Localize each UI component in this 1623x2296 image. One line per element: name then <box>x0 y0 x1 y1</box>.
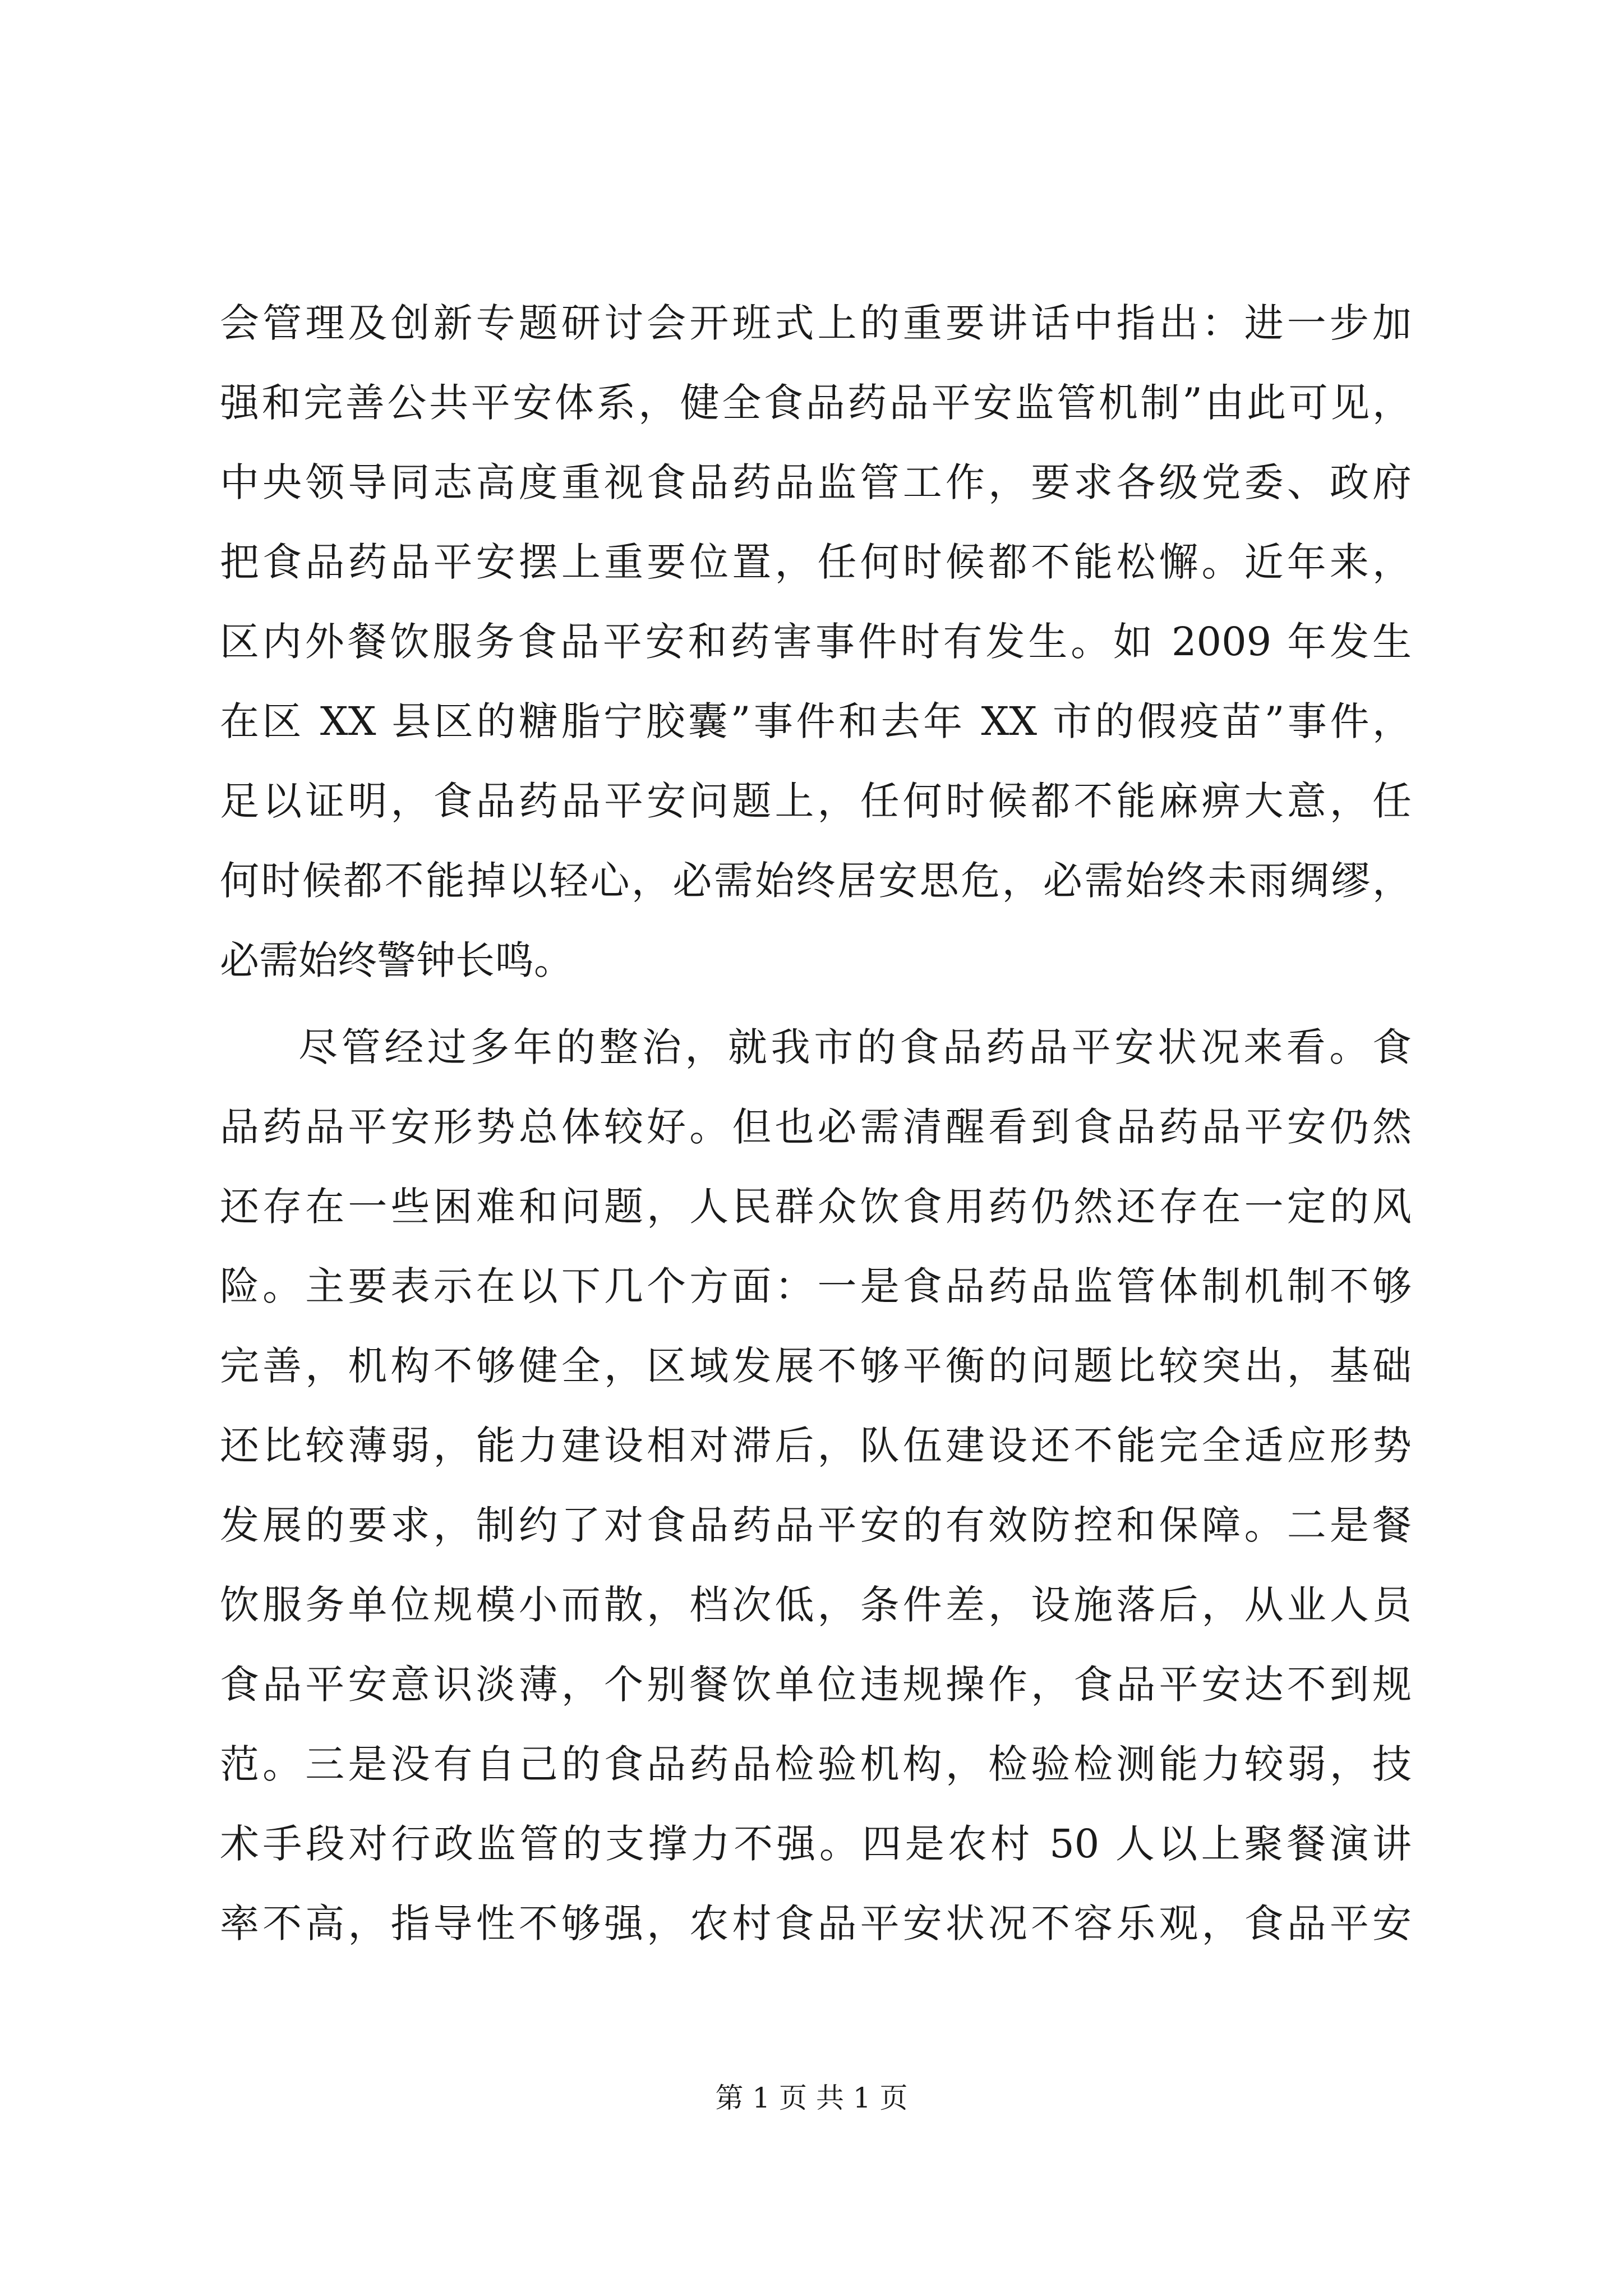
page-number-footer: 第 1 页 共 1 页 <box>715 2082 908 2114</box>
paragraph-2-line-4: 险。主要表示在以下几个方面：一是食品药品监管体制机制不够 <box>220 1263 1412 1309</box>
paragraph-2-line-10: 范。三是没有自己的食品药品检验机构，检验检测能力较弱，技 <box>220 1741 1412 1787</box>
paragraph-2-line-8: 饮服务单位规模小而散，档次低，条件差，设施落后，从业人员 <box>220 1582 1412 1628</box>
paragraph-1-line-3: 中央领导同志高度重视食品药品监管工作，要求各级党委、政府 <box>220 459 1412 505</box>
paragraph-1-line-6: 在区 XX 县区的糖脂宁胶囊”事件和去年 XX 市的假疫苗”事件， <box>220 698 1412 744</box>
paragraph-1-line-8: 何时候都不能掉以轻心，必需始终居安思危，必需始终未雨绸缪， <box>220 858 1412 904</box>
paragraph-1-line-7: 足以证明，食品药品平安问题上，任何时候都不能麻痹大意，任 <box>220 778 1412 824</box>
paragraph-2-line-1: 尽管经过多年的整治，就我市的食品药品平安状况来看。食 <box>298 1024 1412 1070</box>
paragraph-2-line-6: 还比较薄弱，能力建设相对滞后，队伍建设还不能完全适应形势 <box>220 1423 1412 1469</box>
paragraph-2-line-9: 食品平安意识淡薄，个别餐饮单位违规操作，食品平安达不到规 <box>220 1662 1412 1708</box>
paragraph-2-line-3: 还存在一些困难和问题，人民群众饮食用药仍然还存在一定的风 <box>220 1184 1412 1230</box>
paragraph-2-line-2: 品药品平安形势总体较好。但也必需清醒看到食品药品平安仍然 <box>220 1104 1412 1150</box>
paragraph-1-line-4: 把食品药品平安摆上重要位置，任何时候都不能松懈。近年来， <box>220 539 1412 585</box>
paragraph-1-line-1: 会管理及创新专题研讨会开班式上的重要讲话中指出：进一步加 <box>220 300 1412 346</box>
paragraph-1-line-2: 强和完善公共平安体系，健全食品药品平安监管机制”由此可见， <box>220 380 1412 426</box>
paragraph-1-line-5: 区内外餐饮服务食品平安和药害事件时有发生。如 2009 年发生 <box>220 619 1412 665</box>
paragraph-2-line-12: 率不高，指导性不够强，农村食品平安状况不容乐观，食品平安 <box>220 1901 1412 1947</box>
paragraph-2-line-7: 发展的要求，制约了对食品药品平安的有效防控和保障。二是餐 <box>220 1502 1412 1548</box>
paragraph-2-line-5: 完善，机构不够健全，区域发展不够平衡的问题比较突出，基础 <box>220 1343 1412 1389</box>
paragraph-1-line-9: 必需始终警钟长鸣。 <box>220 937 573 983</box>
paragraph-2-line-11: 术手段对行政监管的支撑力不强。四是农村 50 人以上聚餐演讲 <box>220 1821 1412 1867</box>
